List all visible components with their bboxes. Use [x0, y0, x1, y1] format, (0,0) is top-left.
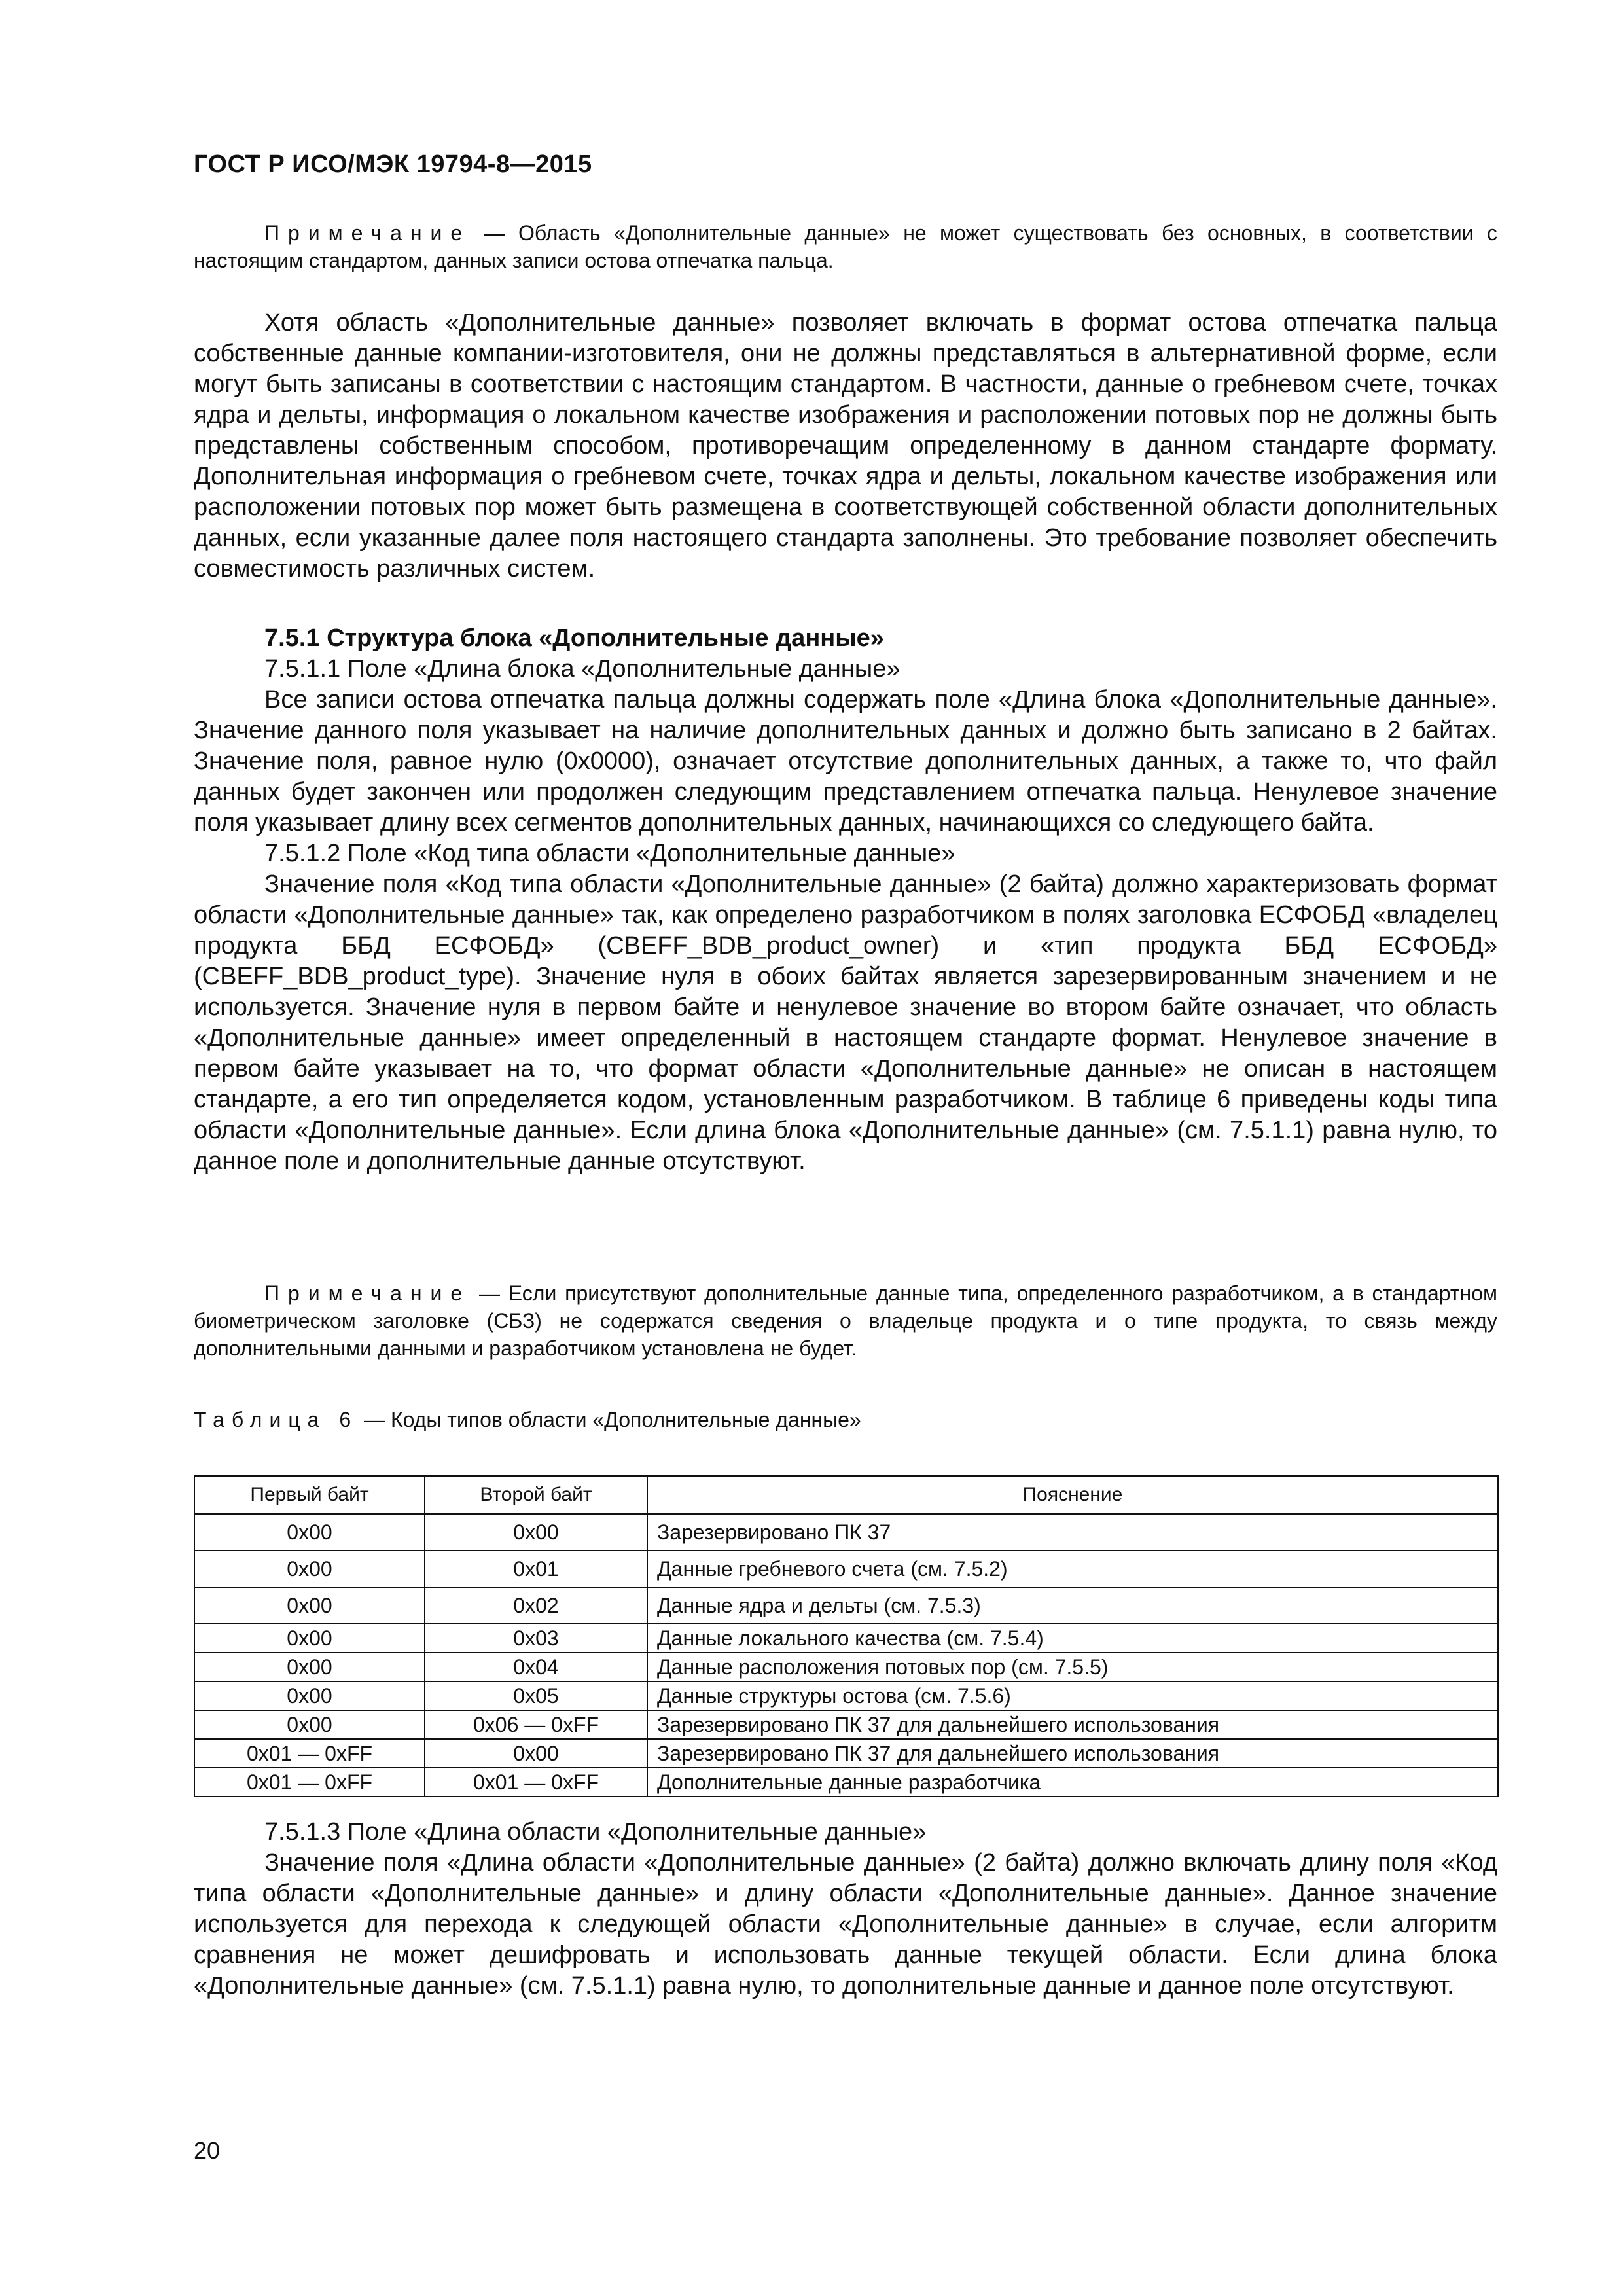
cell-first-byte: 0x00	[194, 1710, 425, 1739]
section-heading-7-5-1-2: 7.5.1.2 Поле «Код типа области «Дополнительные данные»	[264, 840, 955, 867]
cell-explanation: Данные локального качества (см. 7.5.4)	[647, 1624, 1498, 1653]
document-header: ГОСТ Р ИСО/МЭК 19794-8—2015	[194, 151, 592, 178]
cell-second-byte: 0x01 — 0xFF	[425, 1768, 647, 1797]
cell-first-byte: 0x01 — 0xFF	[194, 1739, 425, 1768]
cell-explanation: Данные гребневого счета (см. 7.5.2)	[647, 1551, 1498, 1587]
table-row	[194, 1681, 1498, 1710]
cell-second-byte: 0x05	[425, 1681, 647, 1710]
note-1-lead: Примечание	[264, 221, 471, 245]
cell-first-byte: 0x00	[194, 1514, 425, 1551]
section-7-5-1-3	[194, 1817, 1497, 2001]
table-row	[194, 1739, 1498, 1768]
table-row	[194, 1587, 1498, 1624]
table-caption-text: — Коды типов области «Дополнительные данные»	[358, 1408, 861, 1431]
note-2	[194, 1280, 1497, 1362]
paragraph-7-5-1-1: Все записи остова отпечатка пальца должны содержать поле «Длина блока «Дополнительные данные». Значение данного поля указывает на наличие дополнительных данных и должно быть записано в 2 байтах. Значение поля, равное нулю (0x0000), означает отсутствие дополнительных данных, а также то, что файл данных будет закончен или продолжен следующим представлением отпечатка пальца. Ненулевое значение поля указывает длину всех сегментов дополнительных данных, начинающихся со следующего байта.	[194, 686, 1497, 836]
cell-second-byte: 0x00	[425, 1739, 647, 1768]
section-heading-7-5-1: 7.5.1 Структура блока «Дополнительные данные»	[264, 624, 884, 652]
table-row	[194, 1768, 1498, 1797]
section-heading-7-5-1-1: 7.5.1.1 Поле «Длина блока «Дополнительные данные»	[264, 655, 901, 683]
section-7-5-1	[194, 623, 1497, 1177]
cell-second-byte: 0x06 — 0xFF	[425, 1710, 647, 1739]
note-1-text: — Область «Дополнительные данные» не может существовать без основных, в соответствии с настоящим стандартом, данных записи остова отпечатка пальца.	[194, 221, 1497, 272]
column-header-explanation: Пояснение	[647, 1476, 1498, 1514]
cell-explanation: Зарезервировано ПК 37	[647, 1514, 1498, 1551]
cell-first-byte: 0x00	[194, 1681, 425, 1710]
cell-explanation: Зарезервировано ПК 37 для дальнейшего использования	[647, 1710, 1498, 1739]
cell-explanation: Данные ядра и дельты (см. 7.5.3)	[647, 1587, 1498, 1624]
cell-explanation: Данные расположения потовых пор (см. 7.5.5)	[647, 1653, 1498, 1681]
cell-first-byte: 0x00	[194, 1624, 425, 1653]
paragraph-7-5-1-2: Значение поля «Код типа области «Дополнительные данные» (2 байта) должно характеризовать формат области «Дополнительные данные» так, как определено разработчиком в полях заголовка ЕСФОБД «владелец продукта ББД ЕСФОБД» (CBEFF_BDB_product_owner) и «тип продукта ББД ЕСФОБД» (CBEFF_BDB_product_type). Значение нуля в обоих байтах является зарезервированным значением и не используется. Значение нуля в первом байте и ненулевое значение во втором байте означает, что область «Дополнительные данные» имеет определенный в настоящем стандарте формат. Ненулевое значение в первом байте указывает на то, что формат области «Дополнительные данные» не описан в настоящем стандарте, а его тип определяется кодом, установленным разработчиком. В таблице 6 приведены коды типа области «Дополнительные данные». Если длина блока «Дополнительные данные» (см. 7.5.1.1) равна нулю, то данное поле и дополнительные данные отсутствуют.	[194, 870, 1497, 1175]
table-row	[194, 1551, 1498, 1587]
cell-explanation: Данные структуры остова (см. 7.5.6)	[647, 1681, 1498, 1710]
page-number: 20	[194, 2137, 221, 2164]
cell-first-byte: 0x00	[194, 1551, 425, 1587]
section-heading-7-5-1-3: 7.5.1.3 Поле «Длина области «Дополнительные данные»	[264, 1818, 927, 1846]
table-row	[194, 1624, 1498, 1653]
cell-second-byte: 0x00	[425, 1514, 647, 1551]
column-header-second-byte: Второй байт	[425, 1476, 647, 1514]
table-row	[194, 1710, 1498, 1739]
cell-explanation: Зарезервировано ПК 37 для дальнейшего использования	[647, 1739, 1498, 1768]
table-row	[194, 1514, 1498, 1551]
cell-second-byte: 0x04	[425, 1653, 647, 1681]
note-1	[194, 219, 1497, 274]
column-header-first-byte: Первый байт	[194, 1476, 425, 1514]
cell-first-byte: 0x00	[194, 1653, 425, 1681]
table-header-row	[194, 1476, 1498, 1514]
codes-table	[194, 1475, 1499, 1797]
note-2-lead: Примечание	[264, 1282, 471, 1305]
cell-second-byte: 0x02	[425, 1587, 647, 1624]
cell-second-byte: 0x03	[425, 1624, 647, 1653]
table-caption-lead: Таблица 6	[194, 1408, 359, 1431]
paragraph-intro-text: Хотя область «Дополнительные данные» позволяет включать в формат остова отпечатка пальца собственные данные компании-изготовителя, они не должны представляться в альтернативной форме, если могут быть записаны в соответствии с настоящим стандартом. В частности, данные о гребневом счете, точках ядра и дельты, информация о локальном качестве изображения и расположении потовых пор не должны быть представлены собственным способом, противоречащим определенному в данном стандарте формату. Дополнительная информация о гребневом счете, точках ядра и дельты, локальном качестве изображения или расположении потовых пор может быть размещена в соответствующей собственной области дополнительных данных, если указанные далее поля настоящего стандарта заполнены. Это требование позволяет обеспечить совместимость различных систем.	[194, 309, 1497, 583]
paragraph-7-5-1-3: Значение поля «Длина области «Дополнительные данные» (2 байта) должно включать длину поля «Код типа области «Дополнительные данные» и длину области «Дополнительные данные». Данное значение используется для перехода к следующей области «Дополнительные данные» в случае, если алгоритм сравнения не может дешифровать и использовать данные текущей области. Если длина блока «Дополнительные данные» (см. 7.5.1.1) равна нулю, то дополнительные данные и данное поле отсутствуют.	[194, 1849, 1497, 2000]
cell-explanation: Дополнительные данные разработчика	[647, 1768, 1498, 1797]
cell-first-byte: 0x00	[194, 1587, 425, 1624]
note-2-text: — Если присутствуют дополнительные данные типа, определенного разработчиком, а в стандартном биометрическом заголовке (СБЗ) не содержатся сведения о владельце продукта и о типе продукта, то связь между дополнительными данными и разработчиком установлена не будет.	[194, 1282, 1497, 1360]
table-row	[194, 1653, 1498, 1681]
cell-second-byte: 0x01	[425, 1551, 647, 1587]
paragraph-intro	[194, 308, 1497, 584]
table-caption	[194, 1406, 1497, 1433]
cell-first-byte: 0x01 — 0xFF	[194, 1768, 425, 1797]
